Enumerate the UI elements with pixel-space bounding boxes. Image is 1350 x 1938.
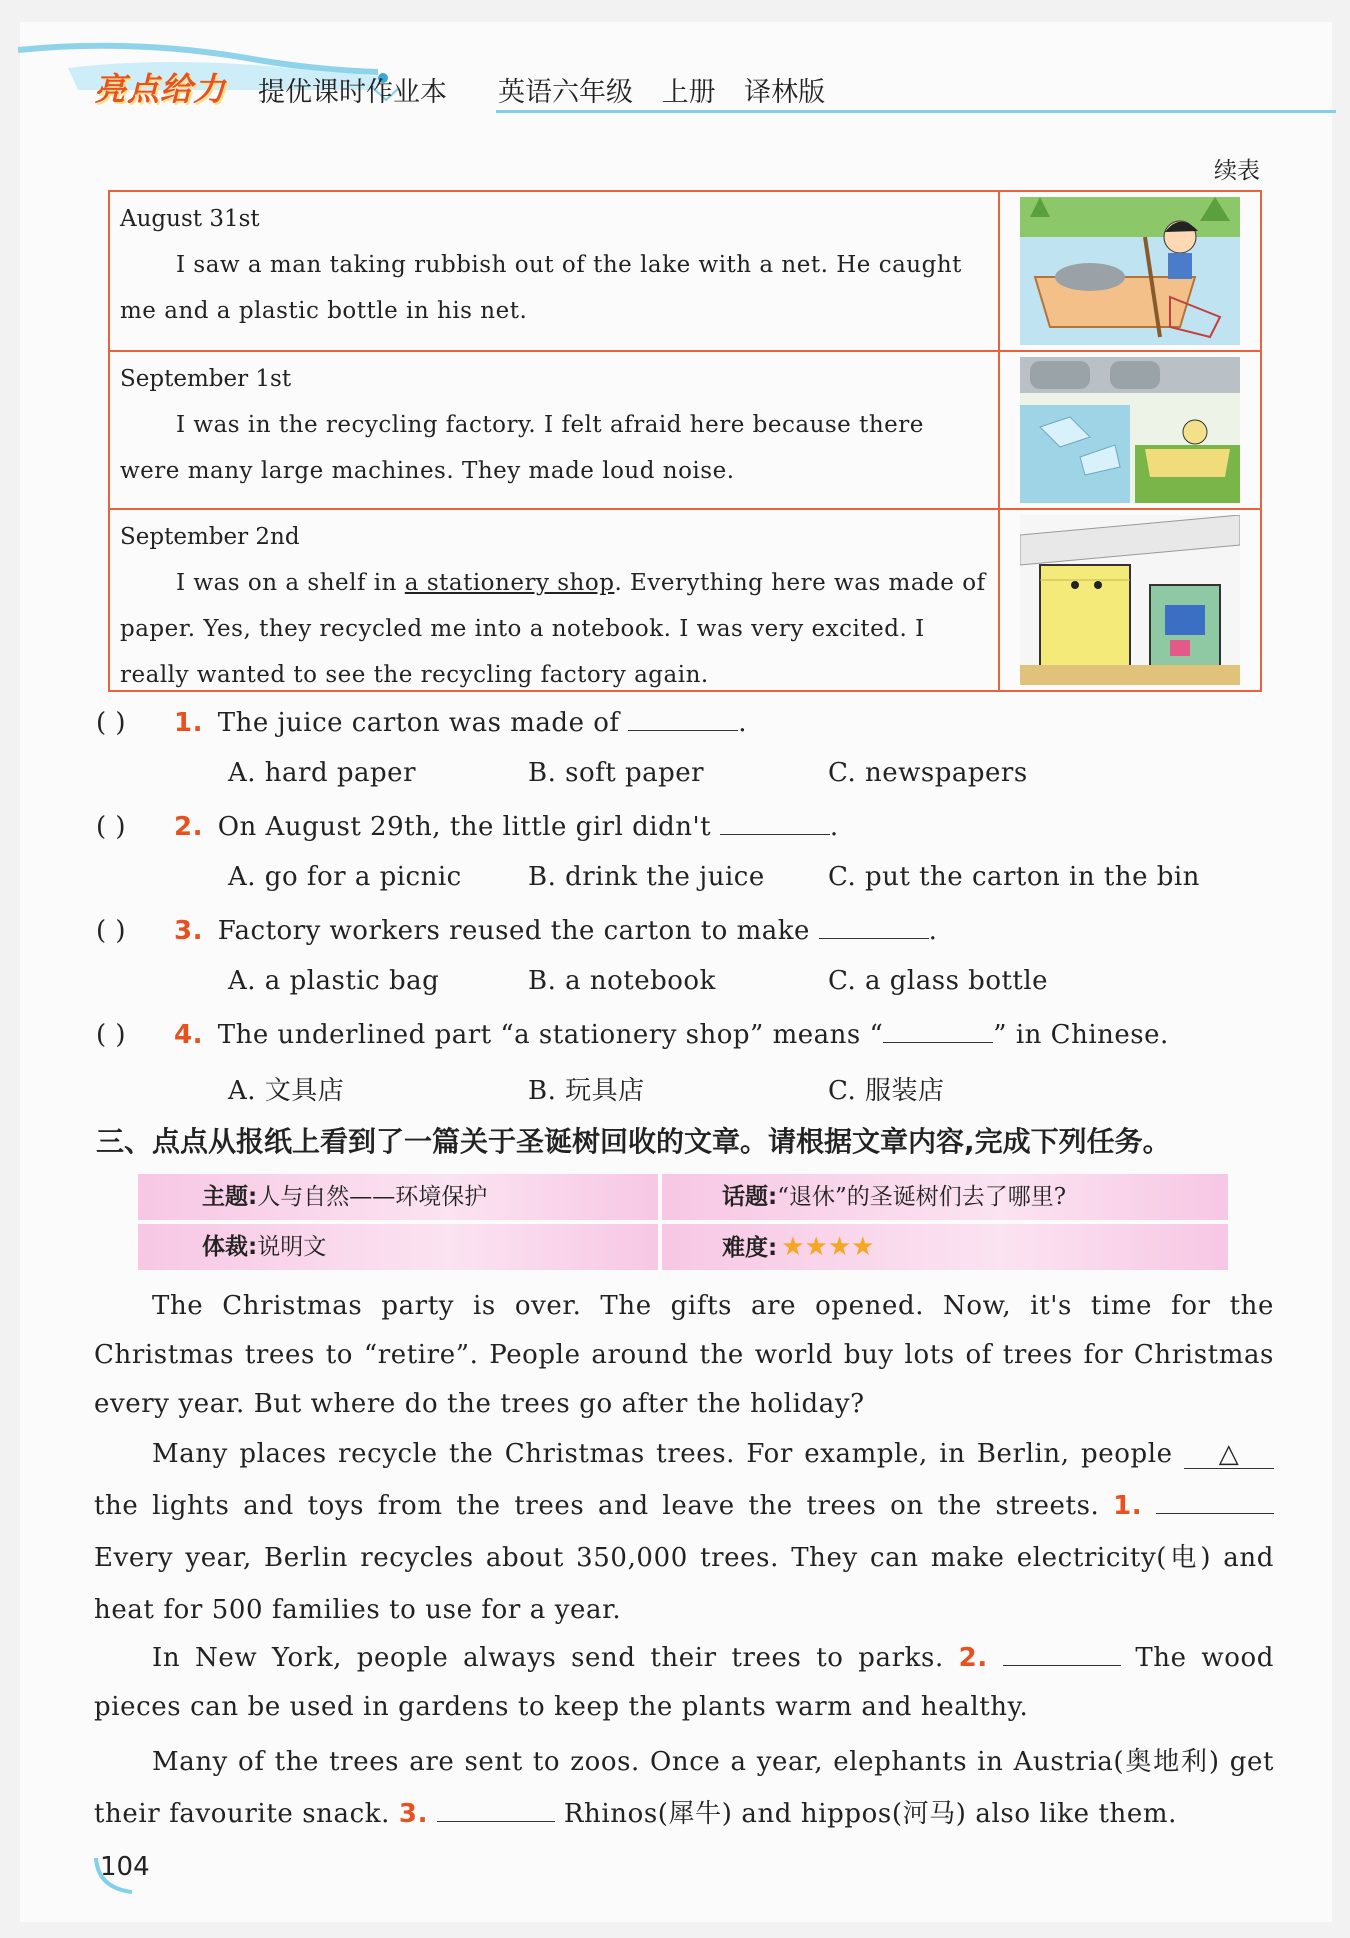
notebook-on-shelf-picture — [1020, 515, 1240, 685]
diary-row — [110, 510, 1260, 690]
diary-row — [110, 352, 1260, 510]
difficulty-label: 难度: — [722, 1235, 778, 1261]
option-a[interactable]: A. hard paper — [228, 758, 416, 788]
diary-text — [110, 510, 998, 690]
diary-picture-cell — [998, 192, 1260, 350]
paragraph-text: In New York, people always send their trees to parks. — [152, 1643, 944, 1673]
passage-paragraph-2 — [94, 1428, 1274, 1636]
underlined-phrase: a stationery shop — [404, 570, 615, 596]
question-stem-end: . — [738, 708, 748, 738]
diary-date: August 31st — [120, 206, 260, 232]
question-stem: The juice carton was made of — [217, 708, 620, 738]
question-stem-end: ” in Chinese. — [993, 1020, 1169, 1050]
question-4 — [96, 1020, 1169, 1050]
blank-number: 1. — [1113, 1491, 1143, 1521]
paragraph-text: Many places recycle the Christmas trees. For example, in Berlin, people — [152, 1439, 1173, 1469]
blank-number: 2. — [958, 1643, 988, 1673]
option-c[interactable]: C. put the carton in the bin — [828, 862, 1200, 892]
option-a[interactable]: A. 文具店 — [228, 1076, 345, 1106]
question-stem-end: . — [928, 916, 938, 946]
passage-paragraph-1 — [94, 1282, 1274, 1429]
diary-body: I saw a man taking rubbish out of the lake with a net. He caught me and a plastic bottle in his net. — [120, 252, 962, 324]
difficulty-stars-icon: ★★★★ — [781, 1232, 875, 1262]
option-b[interactable]: B. soft paper — [528, 758, 705, 788]
question-stem: On August 29th, the little girl didn't — [217, 812, 712, 842]
diary-picture-cell — [998, 352, 1260, 508]
passage-paragraph-3 — [94, 1634, 1274, 1732]
diary-body-end: . Everything here was made of paper. Yes, they recycled me into a notebook. I was very excited. I really wanted to see the recycling factory again. — [120, 570, 986, 688]
question-number: 4. — [174, 1020, 203, 1050]
paragraph-text: the lights and toys from the trees and leave the trees on the streets. — [94, 1491, 1100, 1521]
option-b[interactable]: B. drink the juice — [528, 862, 765, 892]
diary-body: I was in the recycling factory. I felt afraid here because there were many large machines. They made loud noise. — [120, 412, 924, 484]
section-3-title: 三、点点从报纸上看到了一篇关于圣诞树回收的文章。请根据文章内容,完成下列任务。 — [96, 1125, 1171, 1158]
info-topic — [662, 1174, 1228, 1220]
theme-value: 人与自然——环境保护 — [257, 1184, 488, 1210]
diary-text — [110, 192, 998, 350]
info-theme — [138, 1174, 658, 1220]
paragraph-text: Many of the trees are sent to zoos. Once a year, elephants in Austria(奥地利) get their favourite snack. — [94, 1747, 1274, 1829]
page-header — [18, 38, 1338, 118]
question-number: 3. — [174, 916, 203, 946]
question-stem: The underlined part “a stationery shop” means “ — [217, 1020, 884, 1050]
diary-date: September 2nd — [120, 524, 300, 550]
boy-in-boat-with-net-picture — [1020, 197, 1240, 345]
continued-label: 续表 — [1214, 158, 1260, 184]
header-rule — [496, 110, 1336, 113]
brand-logo-text: 亮点给力 — [94, 70, 227, 108]
question-3 — [96, 916, 937, 946]
question-2 — [96, 812, 839, 842]
diary-row — [110, 192, 1260, 352]
option-c[interactable]: C. 服装店 — [828, 1076, 945, 1106]
paragraph-text: Rhinos(犀牛) and hippos(河马) also like them. — [563, 1799, 1178, 1829]
triangle-blank[interactable]: △ — [1184, 1440, 1274, 1469]
book-subtitle: 提优课时作业本 — [258, 77, 447, 108]
answer-blank[interactable] — [819, 916, 929, 939]
answer-paren[interactable]: ( ) — [96, 812, 127, 842]
answer-blank[interactable] — [1003, 1643, 1121, 1666]
page-number: 104 — [100, 1852, 150, 1882]
option-b[interactable]: B. a notebook — [528, 966, 716, 996]
diary-body-start: I was on a shelf in — [176, 570, 405, 596]
answer-paren[interactable]: ( ) — [96, 1020, 127, 1050]
info-genre — [138, 1224, 658, 1270]
question-1 — [96, 708, 747, 738]
option-b[interactable]: B. 玩具店 — [528, 1076, 645, 1106]
diary-date: September 1st — [120, 366, 292, 392]
topic-label: 话题: — [722, 1184, 778, 1210]
answer-paren[interactable]: ( ) — [96, 916, 127, 946]
diary-text — [110, 352, 998, 508]
recycling-factory-picture — [1020, 357, 1240, 503]
paragraph-text: The wood pieces can be used in gardens to keep the plants warm and healthy. — [94, 1643, 1275, 1722]
passage-paragraph-4 — [94, 1736, 1274, 1840]
answer-blank[interactable] — [883, 1020, 993, 1043]
paragraph-text: Every year, Berlin recycles about 350,000 trees. They can make electricity(电) and heat for 500 families to use for a year. — [94, 1543, 1274, 1625]
info-difficulty — [662, 1224, 1228, 1270]
diary-picture-cell — [998, 510, 1260, 690]
option-a[interactable]: A. a plastic bag — [228, 966, 440, 996]
genre-value: 说明文 — [257, 1234, 327, 1260]
genre-label: 体裁: — [202, 1234, 258, 1260]
answer-blank[interactable] — [628, 708, 738, 731]
answer-paren[interactable]: ( ) — [96, 708, 127, 738]
question-number: 1. — [174, 708, 203, 738]
info-box — [138, 1170, 1228, 1274]
option-c[interactable]: C. a glass bottle — [828, 966, 1049, 996]
diary-body — [120, 560, 988, 698]
paragraph-text: The Christmas party is over. The gifts are opened. Now, it's time for the Christmas trees to “retire”. People around the world buy lots of trees for Christmas every year. But where do the trees go after the holiday? — [94, 1291, 1274, 1419]
option-c[interactable]: C. newspapers — [828, 758, 1028, 788]
answer-blank[interactable] — [720, 812, 830, 835]
question-number: 2. — [174, 812, 203, 842]
option-a[interactable]: A. go for a picnic — [228, 862, 462, 892]
answer-blank[interactable] — [437, 1799, 555, 1822]
question-stem-end: . — [829, 812, 839, 842]
course-title: 英语六年级 上册 译林版 — [498, 77, 826, 108]
answer-blank[interactable] — [1156, 1491, 1274, 1514]
blank-number: 3. — [398, 1799, 429, 1829]
theme-label: 主题: — [202, 1184, 258, 1210]
topic-value: “退休”的圣诞树们去了哪里? — [777, 1184, 1067, 1210]
diary-table — [108, 190, 1262, 692]
question-stem: Factory workers reused the carton to make — [217, 916, 810, 946]
